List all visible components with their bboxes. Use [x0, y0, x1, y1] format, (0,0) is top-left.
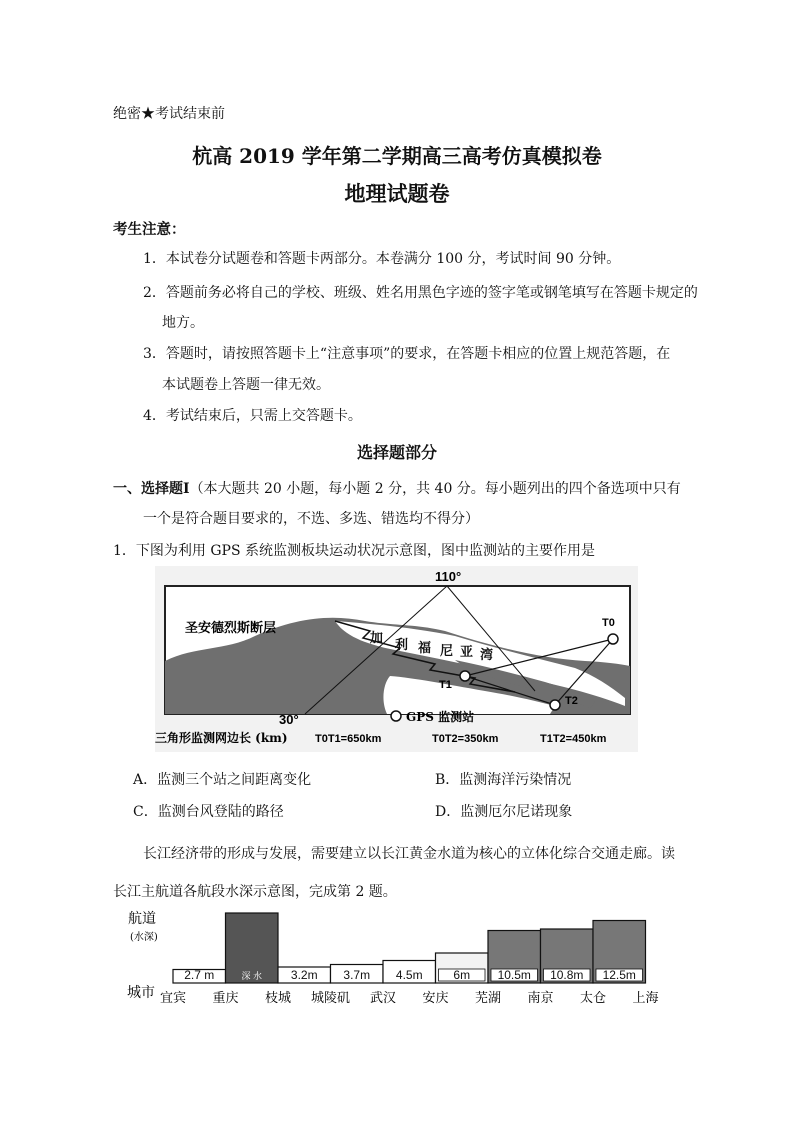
station-t2 [550, 700, 560, 710]
label-t1: T1 [439, 679, 452, 691]
len-t1t2: T1T2=450km [540, 733, 607, 745]
gulf-char-6: 湾 [480, 648, 494, 663]
gulf-char-1: 加 [370, 631, 384, 646]
depth-chart [120, 905, 680, 1010]
city-label-8: 太仓 [579, 991, 607, 1006]
depth-label-3: 3.7m [343, 968, 371, 982]
option-a: A．监测三个站之间距离变化 [133, 772, 312, 788]
legend-station-symbol [391, 711, 401, 721]
chart-ylabel: 航道 [128, 911, 156, 927]
part-label: 一、选择题Ⅰ [113, 481, 190, 497]
part-desc: （本大题共 20 小题，每小题 2 分，共 40 分。每小题列出的四个备选项中只有 [189, 481, 681, 497]
station-t1 [460, 671, 470, 681]
notice-item-4: 4．考试结束后，只需上交答题卡。 [143, 408, 362, 424]
chart-xlabel: 城市 [127, 985, 155, 1001]
depth-label-1: 深 水 [241, 971, 263, 981]
depth-label-6: 10.5m [497, 968, 531, 982]
depth-label-0: 2.7 m [184, 968, 215, 982]
city-label-6: 芜湖 [474, 991, 502, 1006]
label-t0: T0 [602, 617, 615, 629]
city-label-2: 枝城 [264, 991, 292, 1006]
label-t2: T2 [565, 695, 578, 707]
notice-item-1: 1．本试卷分试题卷和答题卡两部分。本卷满分 100 分，考试时间 90 分钟。 [143, 251, 621, 267]
depth-label-4: 4.5m [395, 968, 423, 982]
part-desc-cont: 一个是符合题目要求的，不选、多选、错选均不得分） [143, 511, 479, 527]
station-t0 [608, 634, 618, 644]
subject-title: 地理试题卷 [344, 181, 450, 206]
section-title: 选择题部分 [356, 443, 437, 462]
depth-label-5: 6m [453, 968, 471, 982]
depth-label-7: 10.8m [550, 968, 584, 982]
notice-heading: 考生注意： [113, 221, 186, 238]
city-label-7: 南京 [527, 991, 554, 1006]
question-2-intro-cont: 长江主航道各航段水深示意图，完成第 2 题。 [113, 884, 397, 900]
part-instruction [113, 478, 681, 498]
lon-label: 110° [435, 569, 462, 584]
fault-label: 圣安德烈斯断层 [185, 621, 277, 636]
secret-mark: 绝密★考试结束前 [113, 106, 225, 122]
depth-label-8: 12.5m [602, 968, 636, 982]
city-label-5: 安庆 [422, 991, 449, 1006]
notice-item-2-cont: 地方。 [162, 315, 204, 331]
gulf-char-2: 利 [395, 638, 409, 653]
option-b: B．监测海洋污染情况 [435, 772, 572, 788]
notice-item-3-cont: 本试题卷上答题一律无效。 [162, 377, 330, 393]
gulf-char-5: 亚 [460, 645, 474, 660]
legend-gps-label: GPS 监测站 [406, 710, 475, 724]
city-label-1: 重庆 [212, 991, 239, 1006]
option-d: D．监测厄尔尼诺现象 [435, 804, 573, 820]
exam-title: 杭高 2019 学年第二学期高三高考仿真模拟卷 [192, 144, 602, 168]
question-2-intro: 长江经济带的形成与发展，需要建立以长江黄金水道为核心的立体化综合交通走廊。读 [143, 846, 675, 862]
notice-item-3: 3．答题时，请按照答题卡上“注意事项”的要求，在答题卡相应的位置上规范答题，在 [143, 346, 671, 362]
gps-map-figure [155, 566, 638, 752]
len-t0t1: T0T1=650km [315, 733, 382, 745]
option-c: C．监测台风登陆的路径 [133, 804, 284, 820]
gulf-char-3: 福 [418, 641, 432, 656]
city-label-3: 城陵矶 [310, 991, 351, 1006]
city-label-4: 武汉 [369, 991, 397, 1006]
city-label-0: 宜宾 [159, 991, 187, 1006]
lat-label: 30° [279, 712, 299, 727]
len-t0t2: T0T2=350km [432, 733, 499, 745]
notice-item-2: 2．答题前务必将自己的学校、班级、姓名用黑色字迹的签字笔或钢笔填写在答题卡规定的 [143, 285, 698, 301]
chart-ylabel-sub: (水深) [130, 932, 158, 943]
depth-label-2: 3.2m [290, 968, 318, 982]
question-1-stem: 1．下图为利用 GPS 系统监测板块运动状况示意图，图中监测站的主要作用是 [113, 543, 596, 559]
legend-side-label: 三角形监测网边长 (km) [155, 731, 288, 745]
city-label-9: 上海 [632, 991, 659, 1006]
gulf-char-4: 尼 [440, 644, 454, 659]
